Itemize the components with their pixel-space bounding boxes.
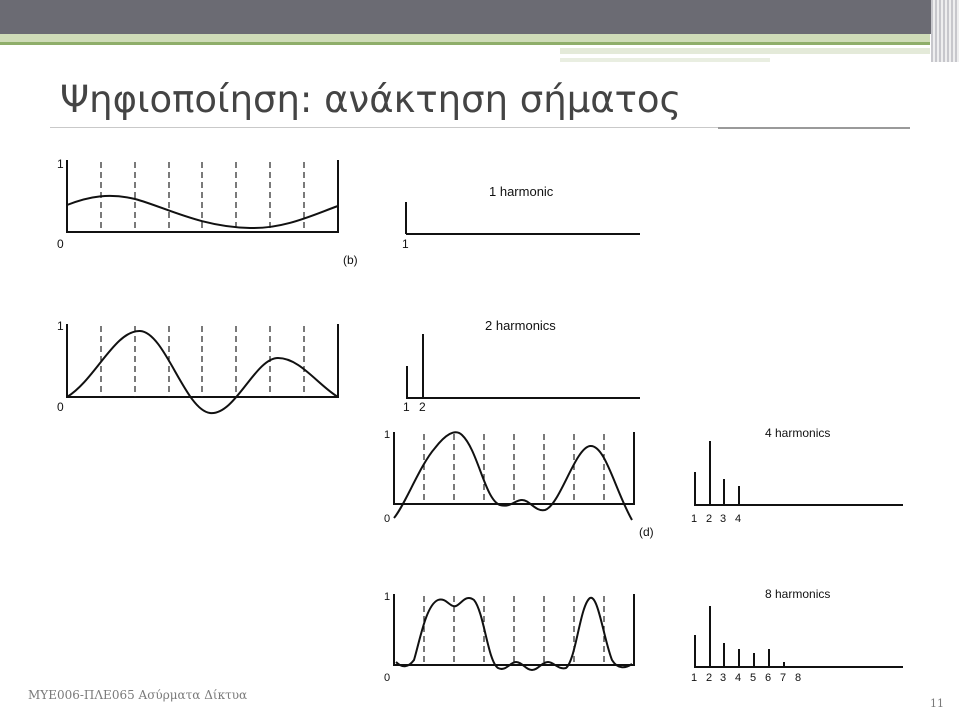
panel-c-spectrum-title: 2 harmonics	[485, 318, 556, 333]
panel-e-spectrum-tick-2: 2	[706, 672, 713, 684]
panel-d-waveform	[394, 432, 632, 520]
panel-d-bit-dividers	[424, 434, 604, 504]
panel-c-waveform	[67, 331, 338, 413]
panel-b-y-top-label: 1	[57, 157, 64, 171]
panel-e-spectrum-tick-3: 3	[720, 672, 727, 684]
panel-b-spectrum-title: 1 harmonic	[489, 184, 554, 199]
panel-d	[384, 426, 903, 539]
footer-course-label: ΜΥΕ006-ΠΛΕ065 Ασύρματα Δίκτυα	[28, 688, 248, 702]
panel-e-spectrum-tick-8: 8	[795, 672, 802, 684]
panel-d-spectrum-tick-3: 3	[720, 513, 727, 525]
panel-b-label: (b)	[343, 253, 358, 267]
panel-c	[57, 318, 640, 414]
panel-d-spectrum-tick-1: 1	[691, 513, 698, 525]
panel-b-y-bottom-label: 0	[57, 237, 64, 251]
slide-title: Ψηφιοποίηση: ανάκτηση σήματος	[60, 78, 682, 121]
panel-e	[384, 587, 903, 684]
panel-b	[57, 157, 640, 267]
panel-e-spectrum-tick-4: 4	[735, 672, 742, 684]
panel-d-label: (d)	[639, 525, 654, 539]
panel-d-spectrum-title: 4 harmonics	[765, 426, 831, 440]
panel-d-spectrum-tick-4: 4	[735, 513, 742, 525]
panel-e-spectrum-tick-1: 1	[691, 672, 698, 684]
panel-c-y-top-label: 1	[57, 319, 64, 333]
panel-e-spectrum-tick-5: 5	[750, 672, 757, 684]
panel-e-y-bottom-label: 0	[384, 672, 391, 684]
panel-c-y-bottom-label: 0	[57, 400, 64, 414]
panel-d-y-bottom-label: 0	[384, 513, 391, 525]
panel-c-bit-dividers	[101, 326, 304, 397]
panel-c-spectrum-tick-1: 1	[403, 400, 410, 414]
panel-e-y-top-label: 1	[384, 591, 391, 603]
panel-c-spectrum-tick-2: 2	[419, 400, 426, 414]
panel-e-spectrum-tick-6: 6	[765, 672, 772, 684]
panel-e-spectrum-title: 8 harmonics	[765, 587, 831, 601]
panel-b-spectrum-tick-1: 1	[402, 237, 409, 251]
panel-e-spectrum-tick-7: 7	[780, 672, 787, 684]
panel-d-y-top-label: 1	[384, 429, 391, 441]
panel-d-spectrum-tick-2: 2	[706, 513, 713, 525]
panel-e-bit-dividers	[424, 596, 604, 665]
page-number: 11	[930, 697, 944, 710]
